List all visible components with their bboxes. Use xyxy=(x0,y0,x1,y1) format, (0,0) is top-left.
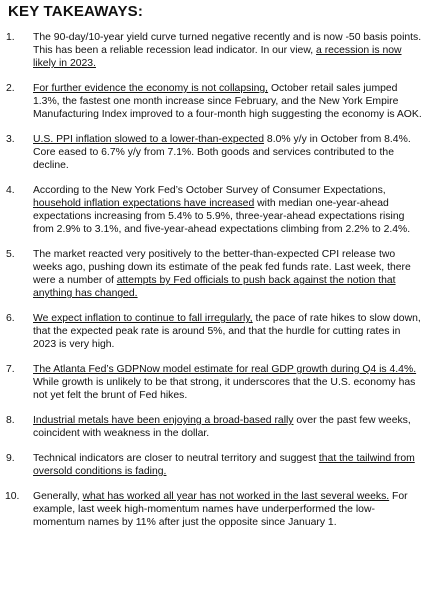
takeaway-text: While growth is unlikely to be that strong, it underscores that the U.S. economy has not yet felt the brunt of Fed hikes. xyxy=(33,377,416,401)
takeaway-text: Generally, xyxy=(33,491,83,502)
takeaway-highlight: household inflation expectations have increased xyxy=(33,198,255,209)
takeaway-item-10 xyxy=(6,490,424,529)
takeaway-highlight: attempts by Fed officials to push back against the notion that anything has changed. xyxy=(33,275,396,299)
takeaway-item-9 xyxy=(6,452,424,478)
takeaway-text: October retail sales jumped 1.3%, the fastest one month increase since February, and the New York Empire Manufacturing Index improved to a four-month high suggesting the economy is AOK. xyxy=(33,83,422,120)
takeaway-highlight: U.S. PPI inflation slowed to a lower-than-expected xyxy=(33,134,265,145)
takeaway-text: For example, last week high-momentum names have underperformed the low-momentum names by 11% after just the opposite since January 1. xyxy=(33,491,408,528)
takeaway-highlight: a recession is now likely in 2023. xyxy=(33,45,402,69)
takeaway-number: 8. xyxy=(6,415,15,426)
takeaway-item-5 xyxy=(6,248,424,300)
takeaway-item-8 xyxy=(6,414,424,440)
takeaway-number: 3. xyxy=(6,134,15,145)
takeaway-number: 4. xyxy=(6,185,15,196)
takeaway-text: 8.0% y/y in October from 8.4%. Core eased to 6.7% y/y from 7.1%. Both goods and services contributed to the decline. xyxy=(33,134,411,171)
takeaway-item-2 xyxy=(6,82,424,121)
takeaway-text: According to the New York Fed’s October Survey of Consumer Expectations, xyxy=(33,185,386,196)
takeaway-text: with median one-year-ahead expectations increasing from 5.4% to 5.9%, three-year-ahead expectations rising from 2.9% to 3.1%, and five-year-ahead expectations climbing from 2.2% to 2.4%. xyxy=(33,198,411,235)
takeaway-highlight: We expect inflation to continue to fall irregularly, xyxy=(33,313,253,324)
takeaway-item-7 xyxy=(6,363,424,402)
takeaway-number: 2. xyxy=(6,83,15,94)
takeaway-item-1 xyxy=(6,31,424,70)
takeaway-item-6 xyxy=(6,312,424,351)
takeaway-number: 7. xyxy=(6,364,15,375)
takeaway-number: 10. xyxy=(5,491,20,502)
takeaway-text: The 90-day/10-year yield curve turned negative recently and is now -50 basis points. This has been a reliable recession lead indicator. In our view, xyxy=(33,32,422,56)
takeaway-highlight: Industrial metals have been enjoying a broad-based rally xyxy=(33,415,294,426)
takeaway-text: the pace of rate hikes to slow down, that the expected peak rate is around 5%, and that the hurdle for cutting rates in 2023 is very high. xyxy=(33,313,421,350)
takeaway-item-4 xyxy=(6,184,424,236)
takeaway-number: 9. xyxy=(6,453,15,464)
takeaway-number: 5. xyxy=(6,249,15,260)
takeaway-item-3 xyxy=(6,133,424,172)
takeaway-highlight: The Atlanta Fed’s GDPNow model estimate for real GDP growth during Q4 is 4.4%. xyxy=(33,364,417,375)
takeaway-number: 1. xyxy=(6,32,15,43)
takeaway-text: The market reacted very positively to the better-than-expected CPI release two weeks ago, pushing down its estimate of the peak fed funds rate. Last week, there were a number of xyxy=(33,249,411,286)
takeaways-list xyxy=(6,31,424,529)
takeaway-text: over the past few weeks, coincident with weakness in the dollar. xyxy=(33,415,411,439)
takeaway-highlight: For further evidence the economy is not collapsing, xyxy=(33,83,269,94)
key-takeaways-heading: KEY TAKEAWAYS: xyxy=(8,3,144,20)
takeaway-number: 6. xyxy=(6,313,15,324)
takeaway-text: Technical indicators are closer to neutral territory and suggest xyxy=(33,453,319,464)
takeaway-highlight: that the tailwind from oversold conditions is fading. xyxy=(33,453,415,477)
takeaway-highlight: what has worked all year has not worked in the last several weeks. xyxy=(82,491,390,502)
